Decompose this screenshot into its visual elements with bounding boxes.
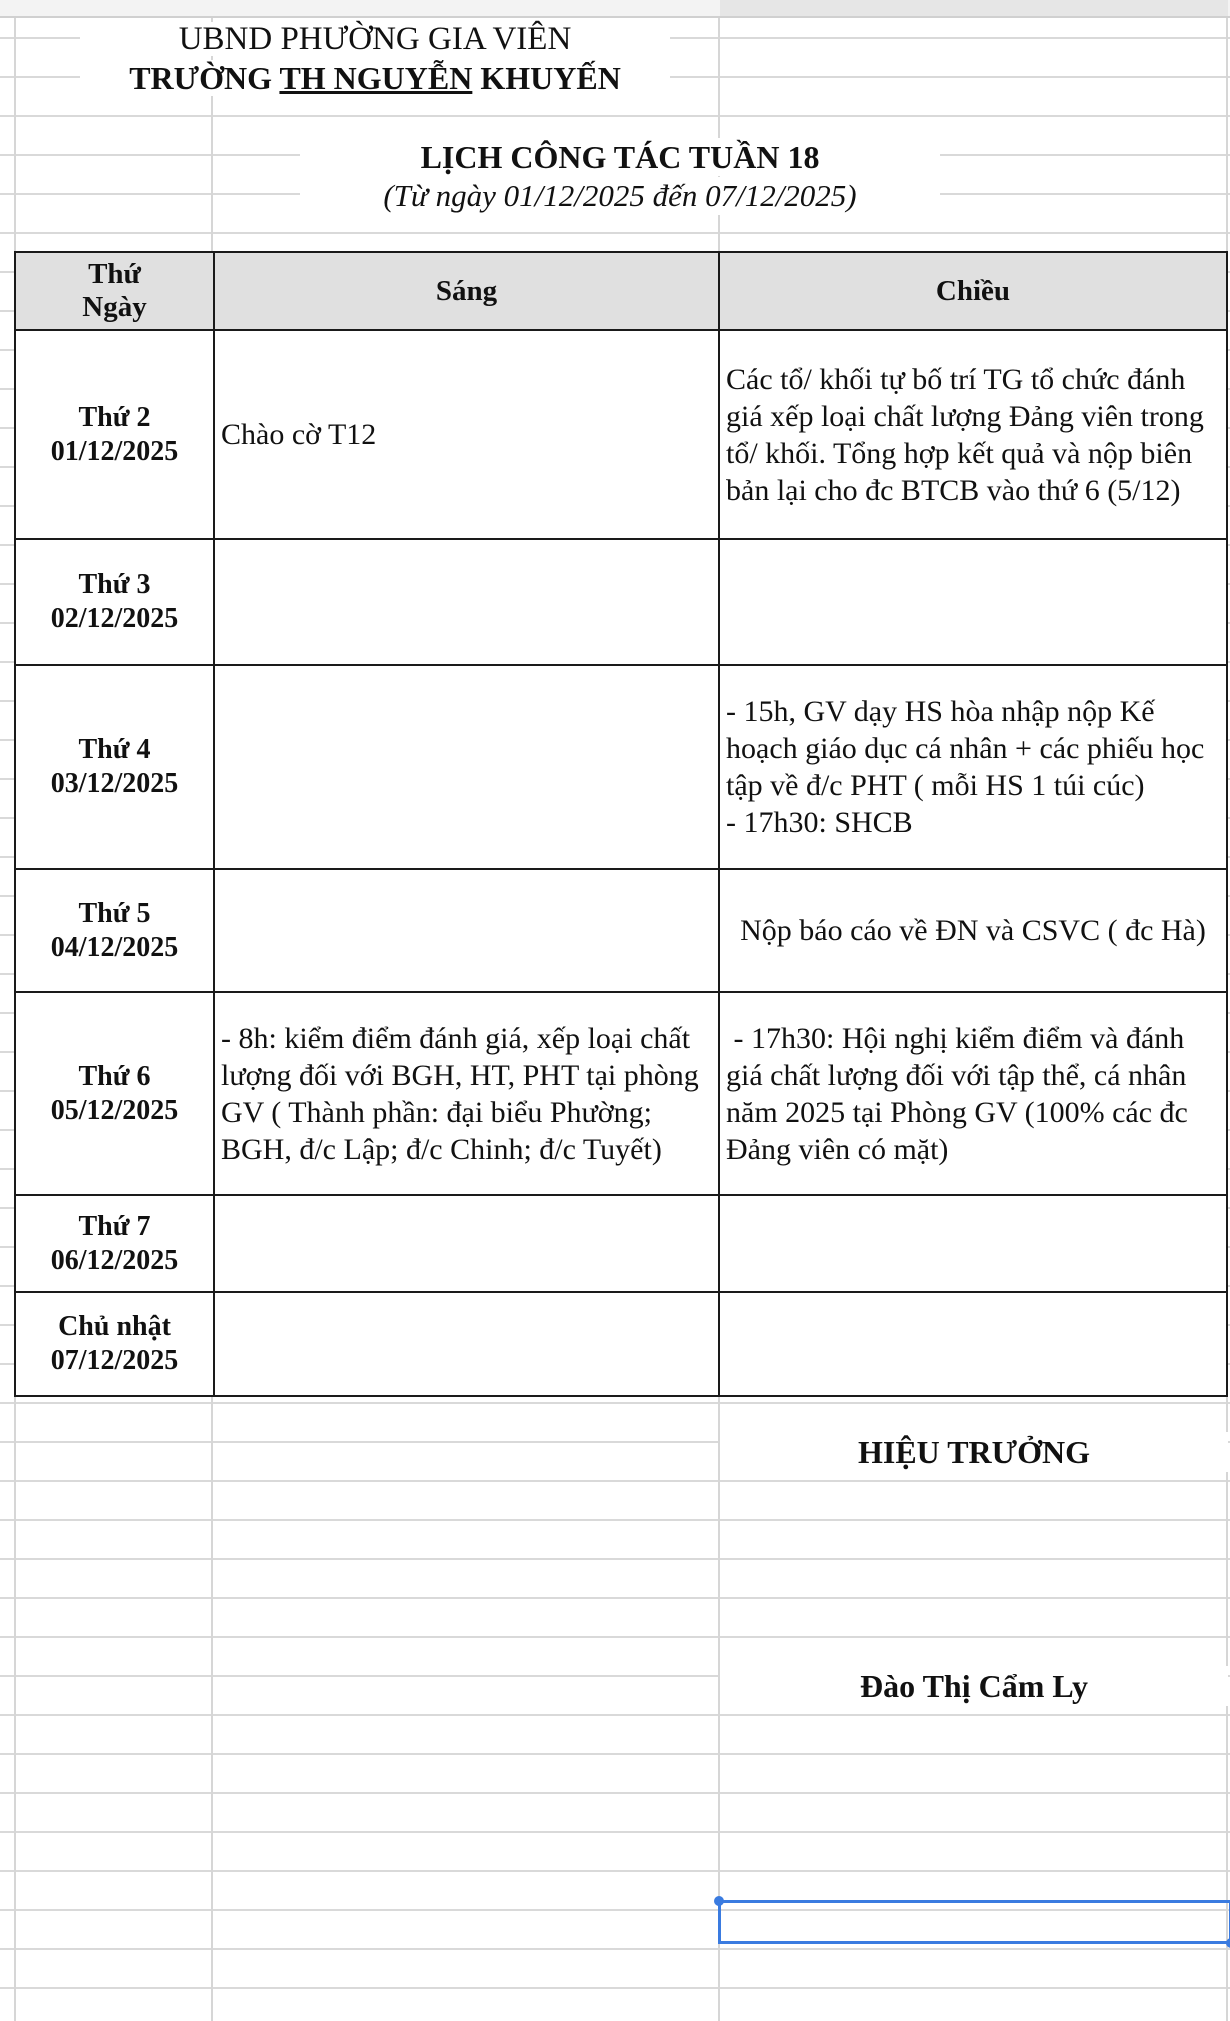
header-morning-cell[interactable]: Sáng [214, 252, 719, 330]
day-cell[interactable] [15, 330, 214, 539]
morning-cell[interactable] [214, 330, 719, 539]
afternoon-text: - 15h, GV dạy HS hòa nhập nộp Kế hoạch giáo dục cá nhân + các phiếu học tập về đ/c PHT ( mỗi HS 1 túi cúc) [726, 695, 1212, 802]
afternoon-cell[interactable] [719, 1292, 1227, 1396]
header-day-line2: Ngày [82, 291, 147, 323]
afternoon-text: - 17h30: SHCB [726, 806, 913, 839]
morning-cell[interactable] [214, 992, 719, 1195]
weekday-label: Thứ 6 [78, 1060, 151, 1092]
day-cell[interactable] [15, 665, 214, 869]
morning-cell[interactable] [214, 869, 719, 992]
morning-cell[interactable] [214, 665, 719, 869]
weekday-label: Thứ 2 [78, 401, 151, 433]
schedule-row [15, 539, 1227, 665]
afternoon-cell[interactable] [719, 1195, 1227, 1292]
schedule-title: LỊCH CÔNG TÁC TUẦN 18 [300, 138, 940, 176]
afternoon-cell[interactable] [719, 539, 1227, 665]
school-suffix: KHUYẾN [472, 60, 621, 96]
afternoon-cell[interactable] [719, 992, 1227, 1195]
date-label: 01/12/2025 [50, 435, 179, 467]
morning-cell[interactable] [214, 1195, 719, 1292]
column-header-strip[interactable] [0, 0, 1230, 18]
weekday-label: Thứ 3 [78, 569, 151, 600]
day-cell[interactable] [15, 539, 214, 665]
schedule-row [15, 1292, 1227, 1396]
selection-handle-bottom-right[interactable] [1226, 1938, 1230, 1948]
morning-text: Chào cờ T12 [221, 418, 377, 451]
date-label: 04/12/2025 [50, 931, 179, 963]
afternoon-text: Nộp báo cáo về ĐN và CSVC ( đc Hà) [740, 914, 1206, 947]
table-header-row [15, 252, 1227, 330]
afternoon-cell[interactable] [719, 665, 1227, 869]
weekday-label: Thứ 7 [78, 1210, 151, 1242]
date-label: 02/12/2025 [50, 603, 179, 634]
weekday-label: Thứ 4 [78, 734, 151, 765]
header-afternoon-cell[interactable]: Chiều [719, 252, 1227, 330]
school-prefix: TRƯỜNG [129, 60, 280, 96]
selected-column-header[interactable] [720, 0, 1228, 16]
afternoon-text: Các tổ/ khối tự bố trí TG tổ chức đánh giá xếp loại chất lượng Đảng viên trong tổ/ khối. Tổng hợp kết quả và nộp biên bản lại cho đc BTCB vào thứ 6 (5/12) [726, 362, 1212, 507]
morning-cell[interactable] [214, 1292, 719, 1396]
header-day-line1: Thứ [88, 258, 141, 290]
weekday-label: Chủ nhật [58, 1311, 171, 1342]
school-name [80, 60, 670, 96]
org-line: UBND PHƯỜNG GIA VIÊN [80, 22, 670, 56]
schedule-row [15, 992, 1227, 1195]
morning-text: - 8h: kiểm điểm đánh giá, xếp loại chất lượng đối với BGH, HT, PHT tại phòng GV ( Thành phần: đại biểu Phường; BGH, đ/c Lập; đ/c Chinh; đ/c Tuyết) [221, 1021, 707, 1166]
selection-handle-top-left[interactable] [714, 1896, 724, 1906]
signature-role: HIỆU TRƯỞNG [720, 1432, 1228, 1472]
day-cell[interactable] [15, 992, 214, 1195]
schedule-row [15, 665, 1227, 869]
signature-name: Đào Thị Cẩm Ly [720, 1666, 1228, 1706]
schedule-row [15, 1195, 1227, 1292]
schedule-table [14, 251, 1228, 1397]
day-cell[interactable] [15, 1292, 214, 1396]
schedule-date-range: (Từ ngày 01/12/2025 đến 07/12/2025) [300, 177, 940, 215]
date-label: 05/12/2025 [50, 1094, 179, 1126]
schedule-row [15, 869, 1227, 992]
morning-cell[interactable] [214, 539, 719, 665]
day-cell[interactable] [15, 1195, 214, 1292]
weekday-label: Thứ 5 [78, 897, 151, 929]
date-label: 07/12/2025 [50, 1345, 179, 1376]
date-label: 06/12/2025 [50, 1244, 179, 1276]
afternoon-cell[interactable] [719, 330, 1227, 539]
schedule-row [15, 330, 1227, 539]
school-underlined: TH NGUYỄN [279, 60, 473, 96]
afternoon-cell[interactable] [719, 869, 1227, 992]
header-day-cell[interactable] [15, 252, 214, 330]
afternoon-text: - 17h30: Hội nghị kiểm điểm và đánh giá chất lượng đối với tập thể, cá nhân năm 2025 tại Phòng GV (100% các đc Đảng viên có mặt) [726, 1021, 1196, 1166]
day-cell[interactable] [15, 869, 214, 992]
active-cell-selection[interactable] [718, 1900, 1230, 1944]
date-label: 03/12/2025 [50, 768, 179, 799]
